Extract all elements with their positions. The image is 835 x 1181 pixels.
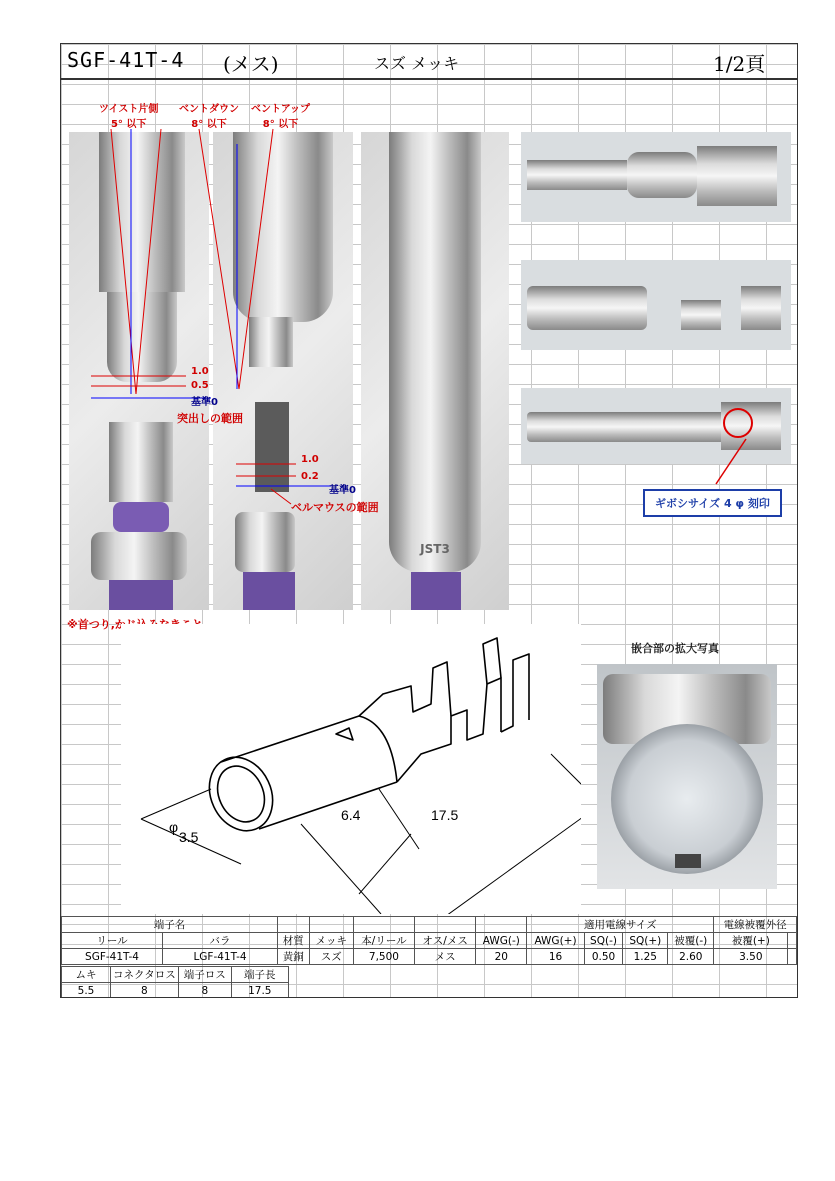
val-sq-min: 0.50 (584, 949, 623, 965)
ref-zero-a: 基準0 (191, 397, 218, 408)
insulation-header: 電線被覆外径 (714, 917, 797, 933)
dims-strip-header: ムキ (62, 967, 111, 983)
dim-1-0-a: 1.0 (191, 366, 209, 377)
dims-conn-loss-value: 8 (111, 983, 179, 999)
bellmouth-range-label: ベルマウスの範囲 (291, 501, 379, 514)
dim-0-5: 0.5 (191, 380, 209, 391)
zoom-photo-title: 嵌合部の拡大写真 (631, 642, 719, 655)
val-awg-min: 20 (476, 949, 527, 965)
dim-1-0-b: 1.0 (301, 454, 319, 465)
col-awg-max: AWG(+) (527, 933, 584, 949)
bend-up-callout: ベントアップ 8° 以下 (251, 104, 310, 130)
note-text: ※首つり,かじ込みなきこと (67, 618, 203, 631)
gender-label: (メス) (223, 52, 279, 76)
val-gender: メス (415, 949, 476, 965)
col-per-reel: 本/リール (353, 933, 414, 949)
val-plating: スズ (309, 949, 353, 965)
val-awg-max: 16 (527, 949, 584, 965)
dims-length-value: 17.5 (231, 983, 288, 999)
page-number: 1/2頁 (713, 52, 766, 76)
plating-label: スズ メッキ (374, 54, 460, 73)
val-per-reel: 7,500 (353, 949, 414, 965)
size-stamp-label: ギボシサイズ 4 φ 刻印 (643, 489, 782, 517)
bulk-value: LGF-41T-4 (163, 949, 278, 965)
dim-0-2: 0.2 (301, 471, 319, 482)
reel-header: リール (62, 933, 163, 949)
col-insul-min: 被覆(-) (668, 933, 714, 949)
spec-table (61, 916, 797, 965)
col-sq-min: SQ(-) (584, 933, 623, 949)
dims-conn-loss-header: コネクタロス (111, 967, 179, 983)
ref-zero-b: 基準0 (329, 485, 356, 496)
protrusion-range-label: 突出しの範囲 (177, 412, 243, 425)
twist-callout: ツイスト片側 5° 以下 (99, 104, 159, 130)
terminal-drawing (121, 624, 581, 914)
reel-value: SGF-41T-4 (62, 949, 163, 965)
photo-mark: JST3 (420, 542, 450, 556)
col-plating: メッキ (309, 933, 353, 949)
dims-length-header: 端子長 (231, 967, 288, 983)
spec-sheet (60, 43, 798, 998)
part-number: SGF-41T-4 (67, 48, 185, 72)
col-insul-max: 被覆(+) (714, 933, 788, 949)
val-insul-min: 2.60 (668, 949, 714, 965)
dims-strip-value: 5.5 (62, 983, 111, 999)
col-sq-max: SQ(+) (623, 933, 668, 949)
diameter-value: 3.5 (179, 829, 199, 845)
diameter-symbol: φ (169, 819, 179, 835)
dims-table (61, 966, 289, 998)
bend-down-callout: ベントダウン 8° 以下 (179, 104, 239, 130)
val-sq-max: 1.25 (623, 949, 668, 965)
col-material: 材質 (278, 933, 310, 949)
bulk-header: バラ (163, 933, 278, 949)
val-insul-max: 3.50 (714, 949, 788, 965)
length-a-value: 6.4 (341, 807, 361, 823)
col-awg-min: AWG(-) (476, 933, 527, 949)
length-total-value: 17.5 (431, 807, 459, 823)
col-gender: オス/メス (415, 933, 476, 949)
dims-term-loss-header: 端子ロス (178, 967, 231, 983)
terminal-name-header: 端子名 (62, 917, 278, 933)
wire-size-header: 適用電線サイズ (527, 917, 714, 933)
dims-term-loss-value: 8 (178, 983, 231, 999)
measurement-overlay (61, 44, 798, 644)
val-material: 黄銅 (278, 949, 310, 965)
photo-mating-zoom (597, 664, 777, 889)
